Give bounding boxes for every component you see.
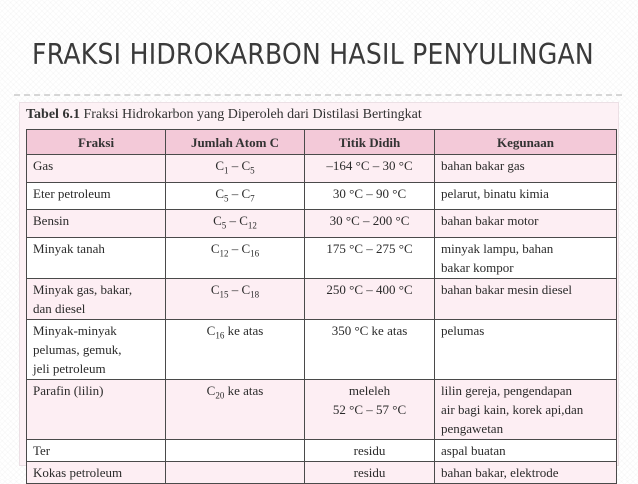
cell-fraksi [27,379,166,439]
header-jumlah-atom: Jumlah Atom C [166,130,305,155]
cell-titik-didih [305,379,435,439]
cell-fraksi [27,182,166,210]
cell-titik-didih-line: –164 °C – 30 °C [326,158,413,173]
cell-fraksi-line: Kokas petroleum [33,464,123,480]
cell-kegunaan-line: bahan bakar mesin diesel [441,281,573,297]
cell-fraksi-line: dan diesel [33,300,86,316]
range-separator: – [228,158,242,173]
cell-kegunaan-line: minyak lampu, bahan [441,240,554,256]
table-row [27,319,617,379]
cell-kegunaan [435,439,617,461]
carbon-symbol: C [210,281,220,297]
cell-kegunaan [435,155,617,183]
cell-titik-didih [305,461,435,483]
cell-titik-didih [305,439,435,461]
carbon-count-to: 18 [250,289,260,300]
table-row [27,210,617,238]
header-fraksi: Fraksi [27,130,166,155]
cell-titik-didih-line: 175 °C – 275 °C [326,240,413,256]
cell-jumlah-atom [166,319,305,379]
cell-fraksi [27,439,166,461]
carbon-symbol: C [206,322,216,338]
carbon-symbol: C [241,240,251,256]
cell-titik-didih [305,182,435,210]
carbon-count-from: 16 [215,330,225,341]
cell-fraksi-line: Minyak tanah [33,240,105,256]
header-titik-didih: Titik Didih [305,130,435,155]
cell-titik-didih-line: meleleh [348,382,391,398]
carbon-count-to: 16 [250,248,260,259]
cell-jumlah-atom [166,278,305,319]
carbon-count-from: 12 [219,248,229,259]
cell-titik-didih-line: 30 °C – 200 °C [329,213,410,229]
carbon-symbol: C [215,185,224,201]
carbon-symbol: C [241,185,251,201]
carbon-count-to: 7 [250,193,255,204]
range-separator: – [228,240,242,256]
cell-kegunaan-line: bahan bakar motor [441,213,539,229]
cell-fraksi [27,319,166,379]
cell-jumlah-atom [166,155,305,183]
cell-fraksi-line: Minyak gas, bakar, [33,281,133,297]
cell-titik-didih [305,237,435,278]
carbon-count-from: 5 [224,193,229,204]
cell-fraksi-line: Eter petroleum [33,185,111,201]
cell-jumlah-atom [166,379,305,439]
cell-jumlah-atom [166,182,305,210]
carbon-symbol: C [206,382,216,398]
cell-fraksi-line: Gas [33,158,54,173]
range-separator: – [226,213,240,229]
carbon-suffix: ke atas [224,322,264,338]
cell-fraksi [27,210,166,238]
table-row [27,379,617,439]
cell-fraksi [27,237,166,278]
table-row [27,155,617,183]
cell-titik-didih-line: 52 °C – 57 °C [332,401,407,417]
cell-titik-didih [305,210,435,238]
table-row [27,182,617,210]
cell-titik-didih-line: 30 °C – 90 °C [332,185,407,201]
carbon-suffix: ke atas [224,382,264,398]
table-row [27,278,617,319]
cell-kegunaan [435,379,617,439]
cell-kegunaan [435,237,617,278]
table-panel [19,102,619,480]
table-row [27,461,617,483]
cell-titik-didih [305,319,435,379]
cell-kegunaan-line: bakar kompor [441,259,514,275]
range-separator: – [228,185,242,201]
title-divider [14,94,622,96]
carbon-symbol: C [239,213,248,229]
carbon-count-from: 5 [221,220,227,231]
cell-kegunaan-line: pengawetan [441,420,504,436]
table-row [27,237,617,278]
cell-kegunaan [435,461,617,483]
cell-fraksi-line: Ter [33,442,51,458]
cell-titik-didih-line: residu [353,442,386,458]
cell-titik-didih [305,155,435,183]
cell-jumlah-atom [166,237,305,278]
cell-jumlah-atom [166,461,305,483]
slide-title: FRAKSI HIDROKARBON HASIL PENYULINGAN [32,38,594,71]
cell-fraksi [27,278,166,319]
cell-titik-didih-line: residu [353,464,386,480]
cell-jumlah-atom [166,210,305,238]
table-caption [26,107,422,123]
cell-kegunaan [435,210,617,238]
carbon-symbol: C [241,281,251,297]
cell-fraksi-line: jeli petroleum [33,360,106,376]
fraksi-table [26,129,617,484]
table-caption-label: Tabel 6.1 [26,107,80,122]
cell-fraksi-line: pelumas, gemuk, [33,341,122,357]
cell-kegunaan [435,182,617,210]
cell-kegunaan-line: pelumas [441,322,485,338]
carbon-count-to: 12 [247,220,257,231]
carbon-count-from: 15 [219,289,229,300]
cell-jumlah-atom [166,439,305,461]
cell-kegunaan-line: air bagi kain, korek api,dan [441,401,584,417]
cell-fraksi-line: Bensin [33,213,70,229]
table-row [27,439,617,461]
carbon-symbol: C [210,240,220,256]
carbon-symbol: C [213,213,222,229]
cell-kegunaan [435,319,617,379]
header-kegunaan: Kegunaan [435,130,617,155]
cell-fraksi-line: Minyak-minyak [33,322,117,338]
cell-kegunaan-line: bahan bakar gas [441,158,525,173]
table-body [27,155,617,484]
cell-fraksi [27,155,166,183]
carbon-count-from: 1 [224,165,229,176]
carbon-count-to: 5 [250,165,255,176]
range-separator: – [228,281,242,297]
carbon-symbol: C [241,158,251,173]
cell-fraksi-line: Parafin (lilin) [33,382,104,398]
cell-kegunaan-line: bahan bakar, elektrode [441,464,559,480]
cell-titik-didih-line: 250 °C – 400 °C [326,281,413,297]
cell-titik-didih [305,278,435,319]
cell-fraksi [27,461,166,483]
carbon-count-from: 20 [215,390,225,401]
cell-titik-didih-line: 350 °C ke atas [331,322,408,338]
carbon-symbol: C [215,158,224,173]
cell-kegunaan-line: pelarut, binatu kimia [441,185,549,201]
table-header-row [27,130,617,155]
table-caption-text: Fraksi Hidrokarbon yang Diperoleh dari Distilasi Bertingkat [83,107,422,122]
cell-kegunaan-line: lilin gereja, pengendapan [441,382,573,398]
cell-kegunaan-line: aspal buatan [441,442,506,458]
cell-kegunaan [435,278,617,319]
